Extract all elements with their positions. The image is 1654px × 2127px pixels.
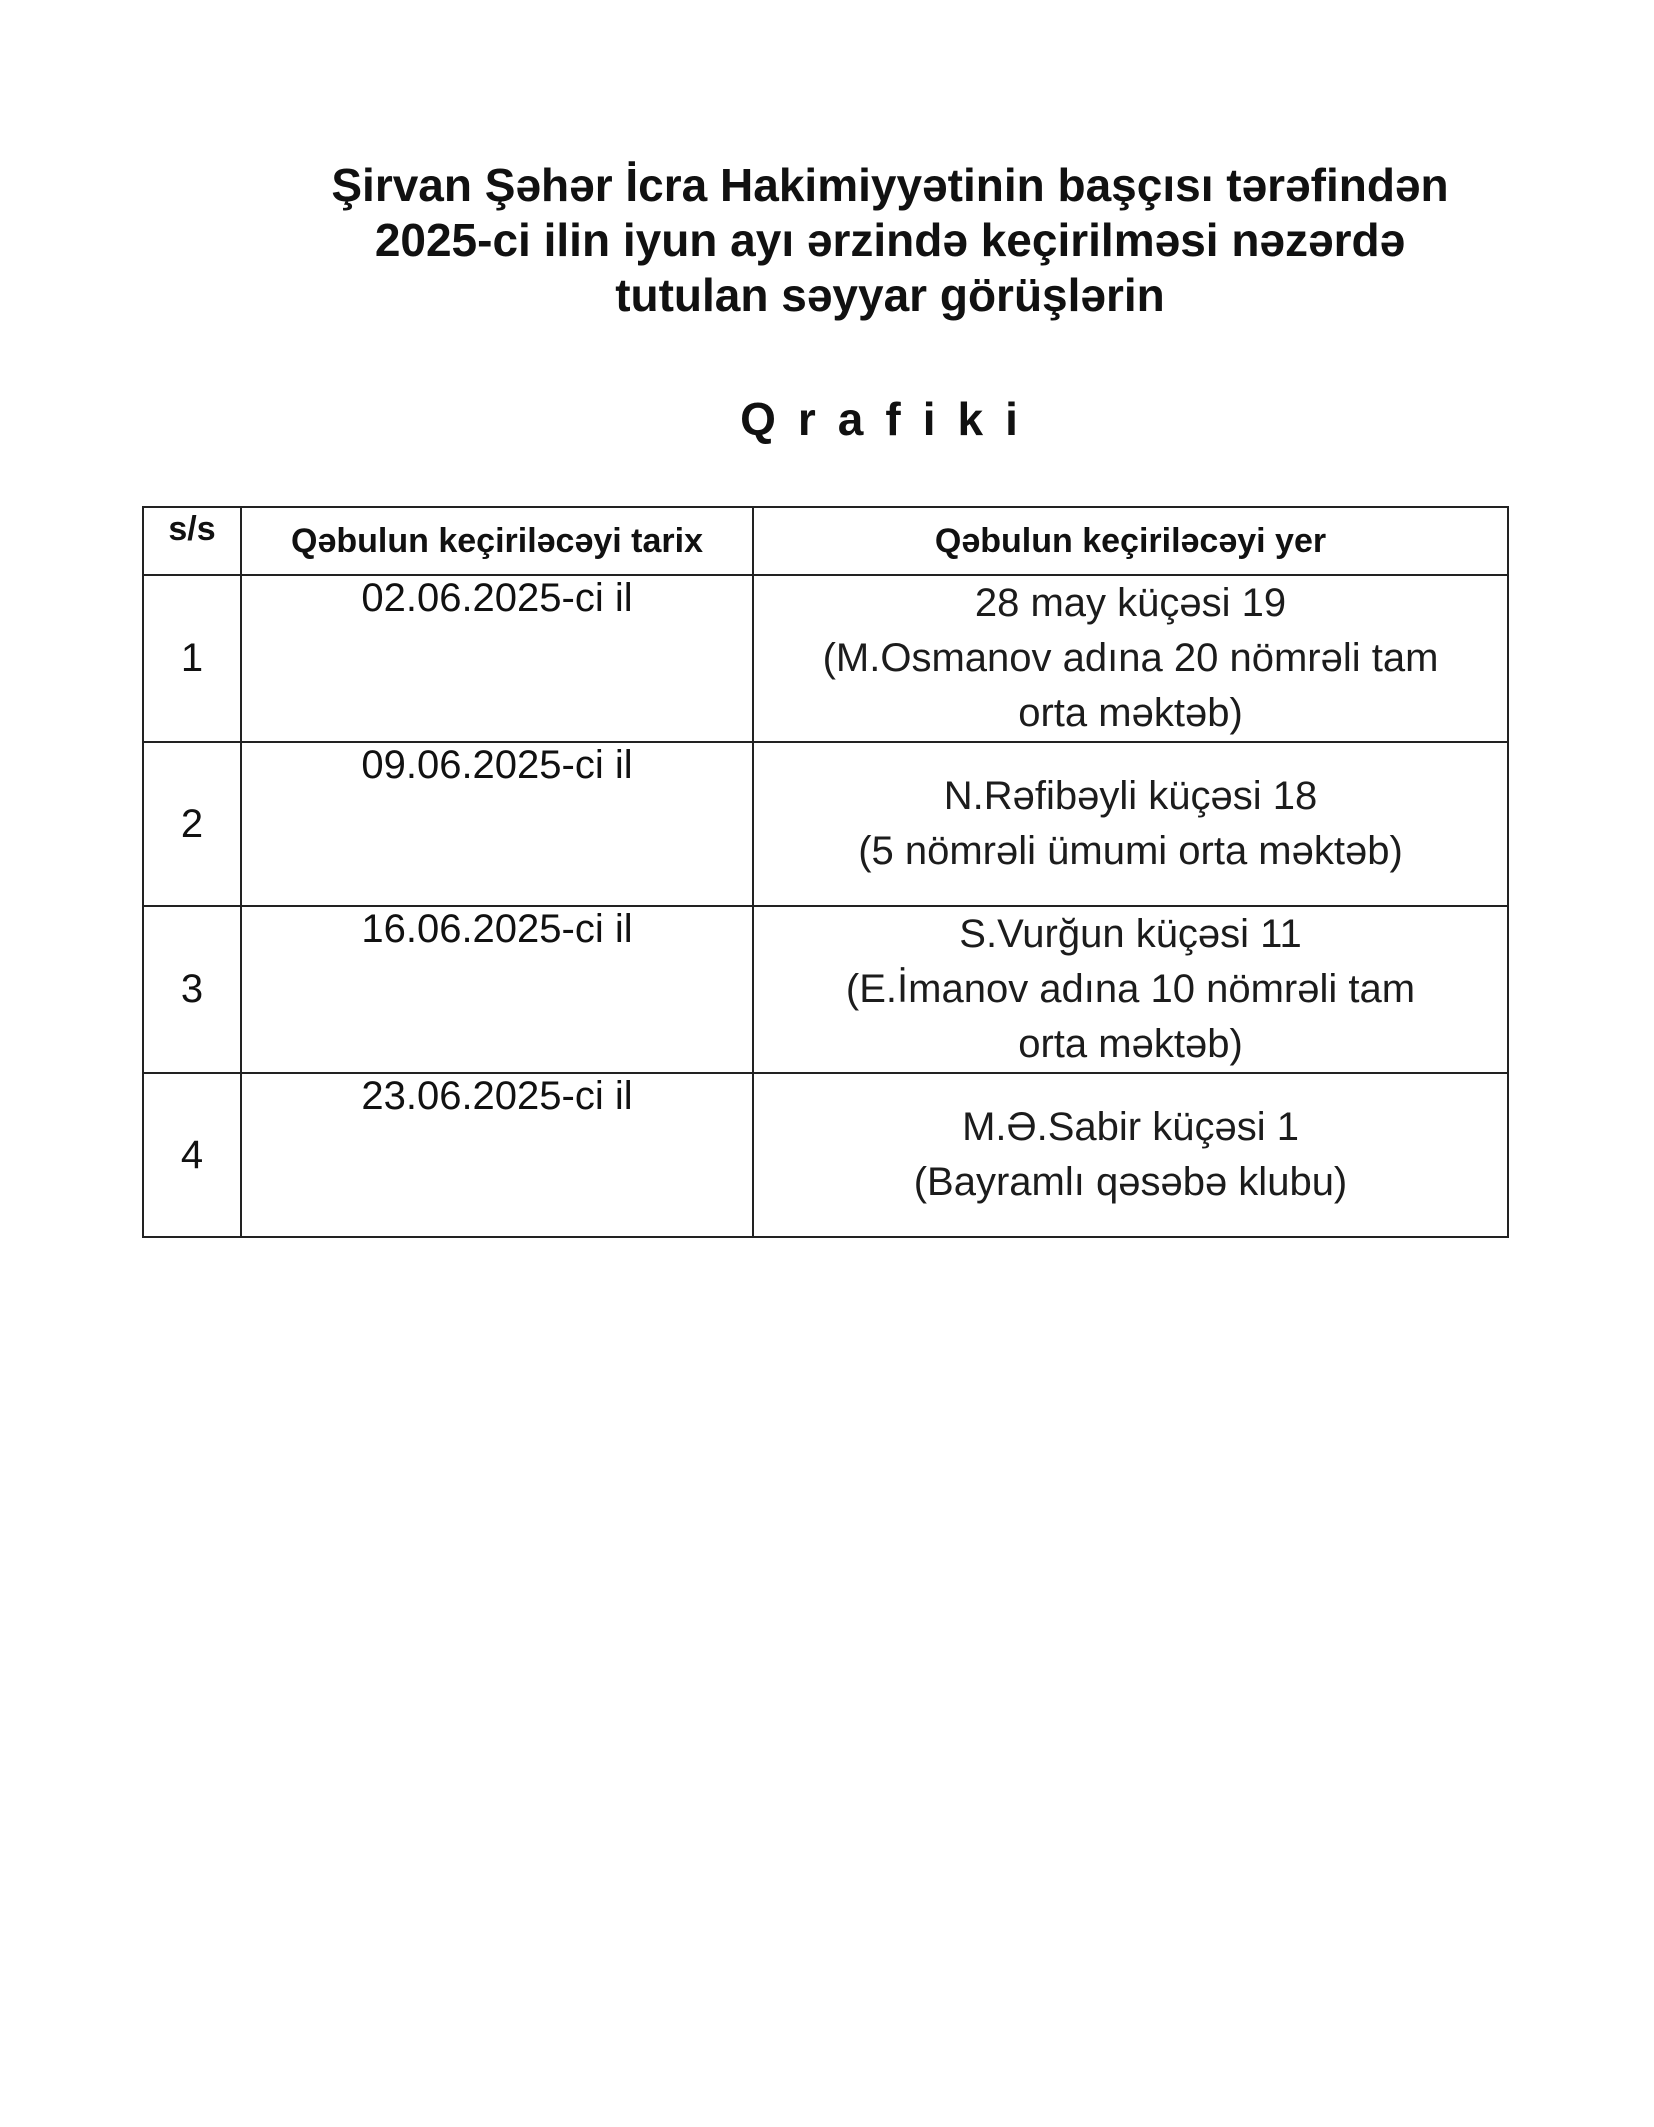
document-heading — [240, 158, 1540, 323]
row-place — [753, 906, 1508, 1073]
row-date: 09.06.2025-ci il — [241, 742, 753, 906]
row-date: 16.06.2025-ci il — [241, 906, 753, 1073]
table-row — [143, 742, 1508, 906]
row-number: 1 — [143, 575, 241, 742]
heading-line-1: Şirvan Şəhər İcra Hakimiyyətinin başçısı tərəfindən — [331, 159, 1449, 211]
header-place: Qəbulun keçiriləcəyi yer — [753, 507, 1508, 575]
table-row — [143, 575, 1508, 742]
place-line: 28 may küçəsi 19 — [974, 581, 1287, 625]
schedule-table — [142, 506, 1509, 1238]
header-date: Qəbulun keçiriləcəyi tarix — [241, 507, 753, 575]
place-line: M.Ə.Sabir küçəsi 1 — [962, 1105, 1299, 1149]
place-line: orta məktəb) — [1018, 691, 1243, 735]
row-date: 02.06.2025-ci il — [241, 575, 753, 742]
row-place — [753, 575, 1508, 742]
row-date: 23.06.2025-ci il — [241, 1073, 753, 1237]
table-row — [143, 906, 1508, 1073]
place-line: (E.İmanov adına 10 nömrəli tam — [845, 967, 1416, 1011]
row-number: 4 — [143, 1073, 241, 1237]
place-line: (5 nömrəli ümumi orta məktəb) — [858, 829, 1403, 873]
row-number: 2 — [143, 742, 241, 906]
row-place — [753, 1073, 1508, 1237]
heading-line-3: tutulan səyyar görüşlərin — [615, 269, 1165, 321]
row-place — [753, 742, 1508, 906]
header-number: s/s — [143, 507, 241, 575]
row-number: 3 — [143, 906, 241, 1073]
place-line: N.Rəfibəyli küçəsi 18 — [943, 774, 1318, 818]
heading-line-2: 2025-ci ilin iyun ayı ərzində keçirilməsi nəzərdə — [374, 214, 1406, 266]
table-row — [143, 1073, 1508, 1237]
place-line: (Bayramlı qəsəbə klubu) — [913, 1160, 1348, 1204]
table-header-row — [143, 507, 1508, 575]
document-subtitle: Qrafiki — [740, 393, 1040, 445]
place-line: orta məktəb) — [1018, 1022, 1243, 1066]
place-line: S.Vurğun küçəsi 11 — [959, 912, 1302, 956]
place-line: (M.Osmanov adına 20 nömrəli tam — [822, 636, 1439, 680]
